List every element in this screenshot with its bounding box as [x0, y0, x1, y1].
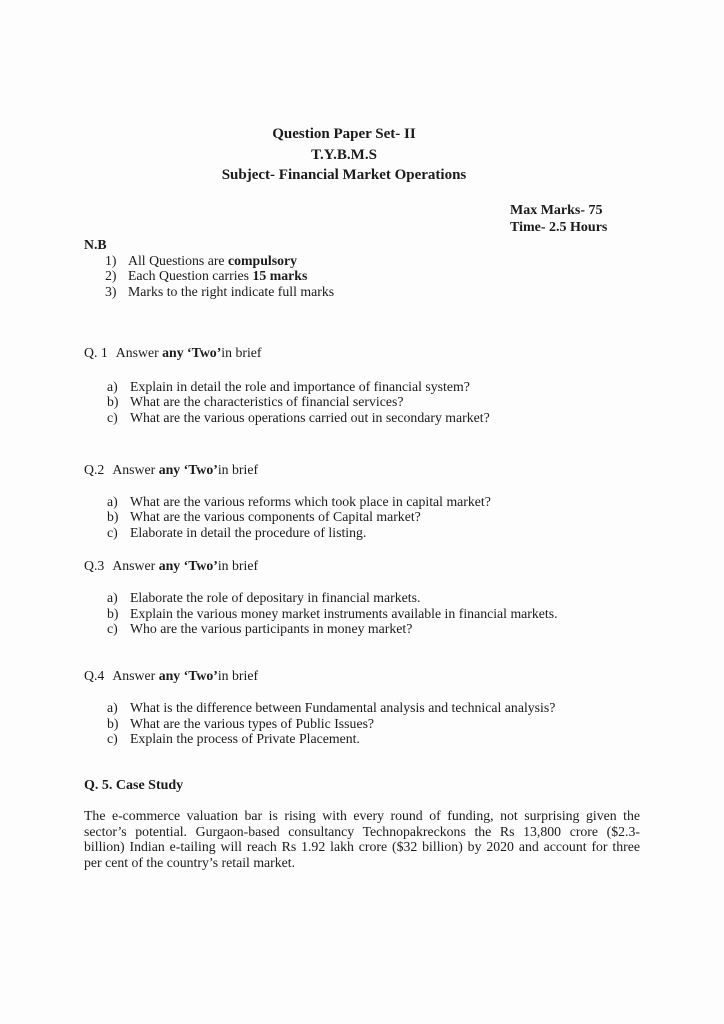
list-marker: b): [107, 605, 119, 621]
case-study-paragraph: [84, 808, 640, 871]
list-marker: c): [107, 731, 118, 747]
question-number: Q.4: [84, 667, 105, 683]
sub-question: [107, 525, 640, 541]
sub-question-text: What are the various types of Public Issues?: [130, 715, 375, 731]
question-lead: Answer: [112, 461, 159, 477]
sub-question: [107, 700, 640, 716]
nb-item-bold: compulsory: [228, 252, 298, 268]
paper-title: Question Paper Set- II: [272, 126, 416, 142]
sub-question-text: What are the various operations carried out in secondary market?: [130, 410, 490, 426]
marks-time-block: [510, 202, 640, 236]
question-number: Q.3: [84, 557, 105, 573]
sub-question: [107, 621, 640, 637]
list-marker: 1): [105, 252, 117, 268]
question-emphasis: any ‘Two’: [162, 344, 222, 360]
sub-question: [107, 590, 640, 606]
list-marker: b): [107, 509, 119, 525]
list-marker: a): [107, 589, 118, 605]
question-lead: Answer: [112, 667, 159, 683]
list-marker: 3): [105, 283, 117, 299]
nb-item-text: All Questions are: [128, 252, 229, 268]
question-lead: Answer: [115, 344, 163, 360]
question-3-header: [84, 558, 640, 574]
paragraph-line: billion) Indian e-tailing will reach Rs 1.92 lakh crore ($32 billion) by 2020 and account for three: [84, 839, 640, 855]
list-marker: c): [107, 525, 118, 541]
list-marker: c): [107, 410, 118, 426]
sub-question-text: Explain the process of Private Placement.: [130, 731, 360, 747]
question-tail: in brief: [217, 557, 259, 573]
sub-question: [107, 494, 640, 510]
sub-question-text: What are the various reforms which took place in capital market?: [130, 493, 491, 509]
sub-question-text: Who are the various participants in money market?: [130, 621, 413, 637]
paragraph-line: per cent of the country’s retail market.: [84, 855, 296, 871]
sub-question: [107, 410, 640, 426]
nb-item-bold: 15 marks: [252, 268, 308, 284]
list-marker: a): [107, 493, 118, 509]
question-emphasis: any ‘Two’: [158, 667, 218, 683]
sub-question: [107, 394, 640, 410]
list-marker: 2): [105, 268, 117, 284]
sub-question: [107, 379, 640, 395]
question-tail: in brief: [221, 344, 262, 360]
nb-item-text: Marks to the right indicate full marks: [128, 283, 335, 299]
course-title: T.Y.B.M.S: [311, 146, 377, 163]
question-1: [84, 345, 640, 426]
sub-question: [107, 606, 640, 622]
list-marker: c): [107, 621, 118, 637]
question-1-header: [84, 345, 640, 361]
question-2-header: [84, 462, 640, 478]
max-marks: Max Marks- 75: [510, 202, 603, 218]
sub-question-text: What is the difference between Fundamental analysis and technical analysis?: [130, 699, 556, 715]
nb-item: [105, 253, 640, 269]
nb-item: [105, 284, 640, 300]
question-number: Q. 1: [84, 344, 108, 360]
question-number: Q.2: [84, 461, 105, 477]
nb-label: N.B: [84, 236, 107, 252]
nb-section: [84, 237, 640, 300]
sub-question-text: Elaborate the role of depositary in financial markets.: [130, 589, 421, 605]
question-2: [84, 462, 640, 541]
question-4: [84, 668, 640, 747]
question-2-subs: [84, 494, 640, 541]
sub-question-text: Explain the various money market instruments available in financial markets.: [130, 605, 558, 621]
question-3-subs: [84, 590, 640, 637]
question-3: [84, 558, 640, 637]
sub-question-text: Explain in detail the role and importance of financial system?: [130, 378, 470, 394]
nb-item-text: Each Question carries: [128, 268, 253, 284]
list-marker: a): [107, 378, 118, 394]
sub-question-text: What are the various components of Capital market?: [130, 509, 421, 525]
question-tail: in brief: [217, 461, 259, 477]
question-1-subs: [84, 379, 640, 426]
time-allowed: Time- 2.5 Hours: [510, 219, 608, 235]
page-content: [84, 0, 640, 871]
sub-question-text: What are the characteristics of financial services?: [130, 394, 404, 410]
question-lead: Answer: [112, 557, 159, 573]
question-emphasis: any ‘Two’: [158, 461, 218, 477]
nb-item: [105, 268, 640, 284]
paragraph-line: The e-commerce valuation bar is rising with every round of funding, not surprising given the: [84, 808, 640, 824]
list-marker: b): [107, 715, 119, 731]
paragraph-line: sector’s potential. Gurgaon-based consultancy Technopakreckons the Rs 13,800 crore ($2.3-: [84, 823, 640, 839]
sub-question: [107, 731, 640, 747]
question-4-subs: [84, 700, 640, 747]
question-emphasis: any ‘Two’: [158, 557, 218, 573]
nb-items: [84, 253, 640, 300]
list-marker: b): [107, 394, 119, 410]
list-marker: a): [107, 699, 118, 715]
case-study-heading: Q. 5. Case Study: [84, 778, 184, 794]
question-tail: in brief: [217, 667, 259, 683]
sub-question-text: Elaborate in detail the procedure of listing.: [130, 525, 367, 541]
subject-title: Subject- Financial Market Operations: [221, 167, 467, 183]
title-block: [84, 0, 604, 186]
sub-question: [107, 509, 640, 525]
question-4-header: [84, 668, 640, 684]
sub-question: [107, 716, 640, 732]
